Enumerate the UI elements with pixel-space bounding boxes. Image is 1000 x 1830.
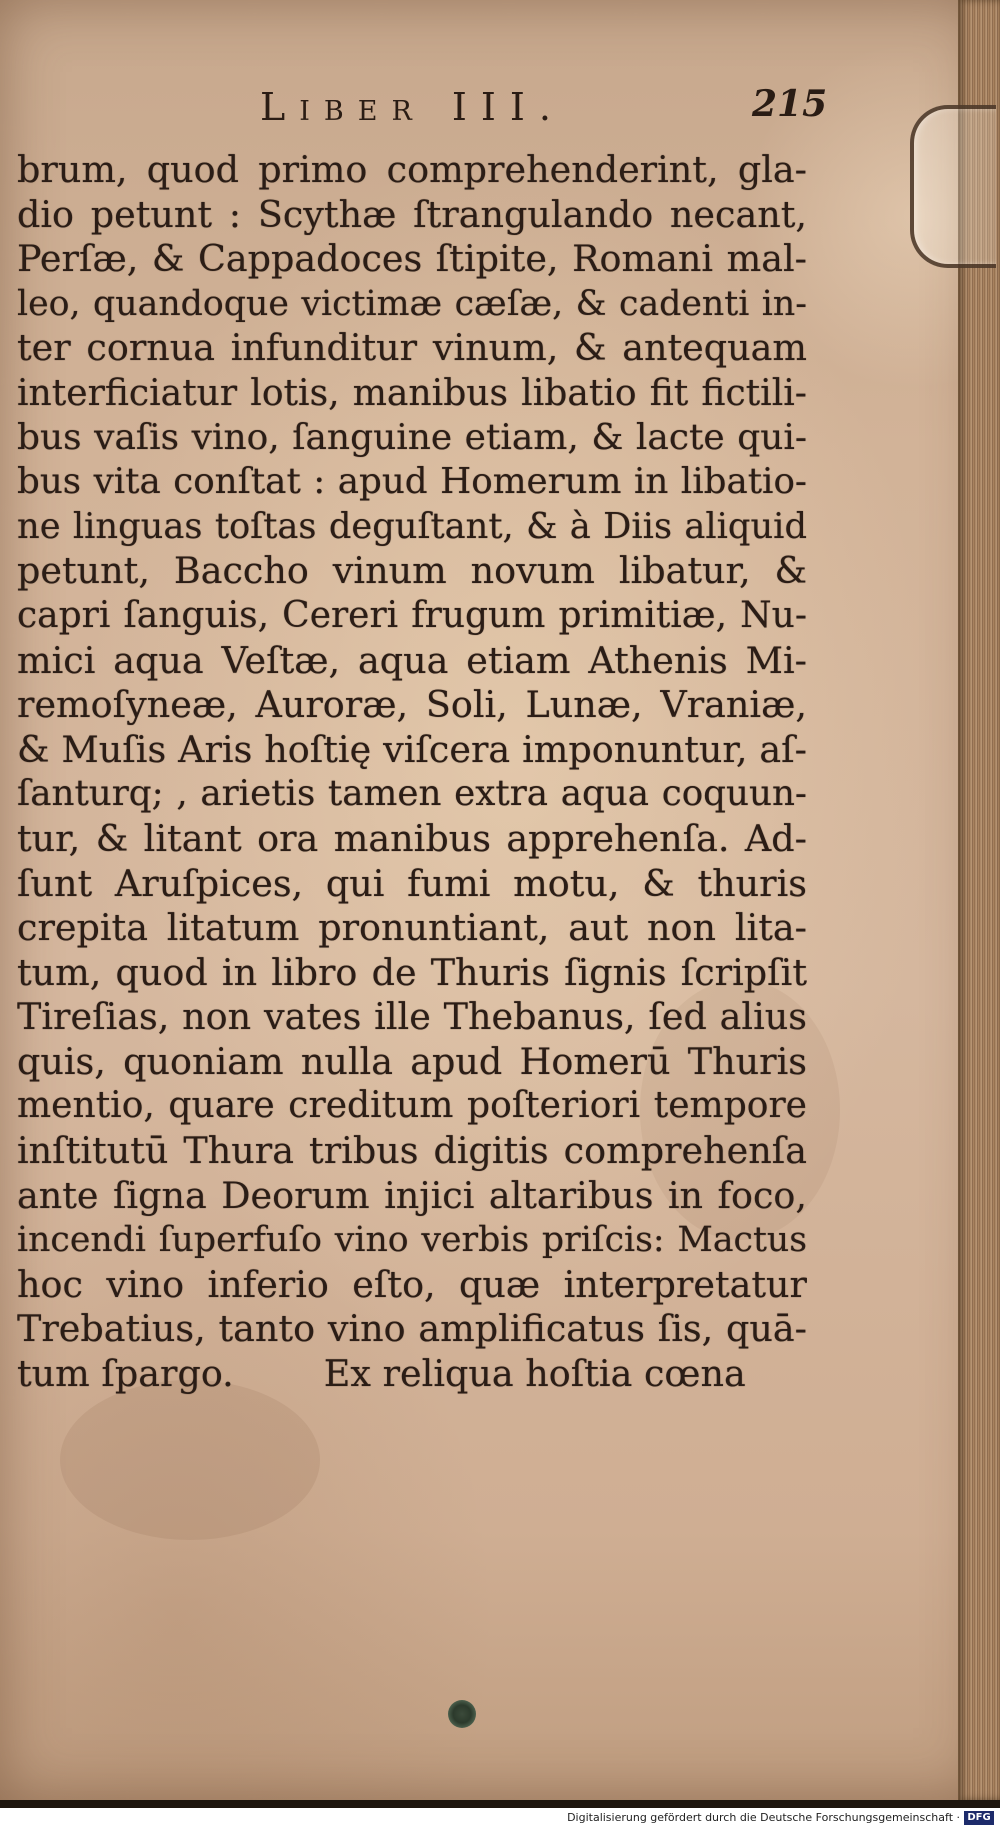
text-line: Trebatius, tanto vino amplificatus ſis, quā- <box>17 1307 807 1351</box>
paper-stain <box>60 1380 320 1540</box>
text-line: Tireſias, non vates ille Thebanus, ſed alius <box>17 995 807 1039</box>
text-line: inſtitutū Thura tribus digitis comprehenſa <box>17 1129 807 1173</box>
last-line-left: tum ſpargo. <box>17 1352 234 1396</box>
text-line: ſunt Aruſpices, qui fumi motu, & thuris <box>17 861 807 905</box>
text-line: remoſyneæ, Auroræ, Soli, Lunæ, Vraniæ, <box>17 683 807 727</box>
text-line: mentio, quare creditum poſteriori tempore <box>17 1085 807 1127</box>
text-line: interficiatur lotis, manibus libatio fit fictili- <box>17 371 807 414</box>
page-number: 215 <box>752 83 828 125</box>
text-line: quis, quoniam nulla apud Homerū Thuris <box>17 1039 807 1083</box>
text-line-last <box>17 1352 807 1397</box>
text-line: tur, & litant ora manibus apprehenſa. Ad- <box>17 816 807 860</box>
text-line: ne linguas toſtas deguſtant, & à Diis aliquid <box>17 505 807 547</box>
ornament-dot-icon <box>448 1700 476 1728</box>
text-line: brum, quod primo comprehenderint, gla- <box>17 148 807 191</box>
text-line: dio petunt : Scythæ ſtrangulando necant, <box>17 192 807 236</box>
footer-bar <box>0 1808 1000 1830</box>
footer-credit: Digitalisierung gefördert durch die Deutsche Forschungsgemeinschaft · <box>567 1811 960 1824</box>
text-line: ſanturq; , arietis tamen extra aqua coquun- <box>17 773 807 815</box>
text-line: petunt, Baccho vinum novum libatur, & <box>17 549 807 593</box>
body-text <box>17 148 807 1397</box>
last-line-right: Ex reliqua hoſtia cœna <box>323 1352 746 1396</box>
dfg-logo-icon: DFG <box>964 1811 994 1825</box>
running-head: Liber III. <box>260 85 565 129</box>
text-line: incendi ſuperfuſo vino verbis priſcis: Mactus <box>17 1220 807 1261</box>
page-header <box>0 85 1000 135</box>
text-line: mici aqua Veſtæ, aqua etiam Athenis Mi- <box>17 638 807 682</box>
text-line: bus vaſis vino, ſanguine etiam, & lacte qui- <box>17 416 807 458</box>
text-line: bus vita conſtat : apud Homerum in libatio- <box>17 461 807 503</box>
text-line: crepita litatum pronuntiant, aut non lita- <box>17 906 807 950</box>
page-edges <box>958 0 1000 1800</box>
text-line: tum, quod in libro de Thuris ſignis ſcripſit <box>17 950 807 994</box>
text-line: hoc vino inferio eſto, quæ interpretatur <box>17 1262 807 1306</box>
text-line: Perſæ, & Cappadoces ſtipite, Romani mal- <box>17 237 807 281</box>
text-line: ante ſigna Deorum injici altaribus in foco, <box>17 1173 807 1217</box>
text-line: leo, quandoque victimæ cæſæ, & cadenti in- <box>17 283 807 324</box>
text-line: & Muſis Aris hoſtię viſcera imponuntur, aſ- <box>17 727 807 771</box>
text-line: ter cornua infunditur vinum, & antequam <box>17 326 807 370</box>
bookmark-clip-icon <box>910 105 996 268</box>
text-line: capri ſanguis, Cereri frugum primitiæ, Nu- <box>17 594 807 636</box>
